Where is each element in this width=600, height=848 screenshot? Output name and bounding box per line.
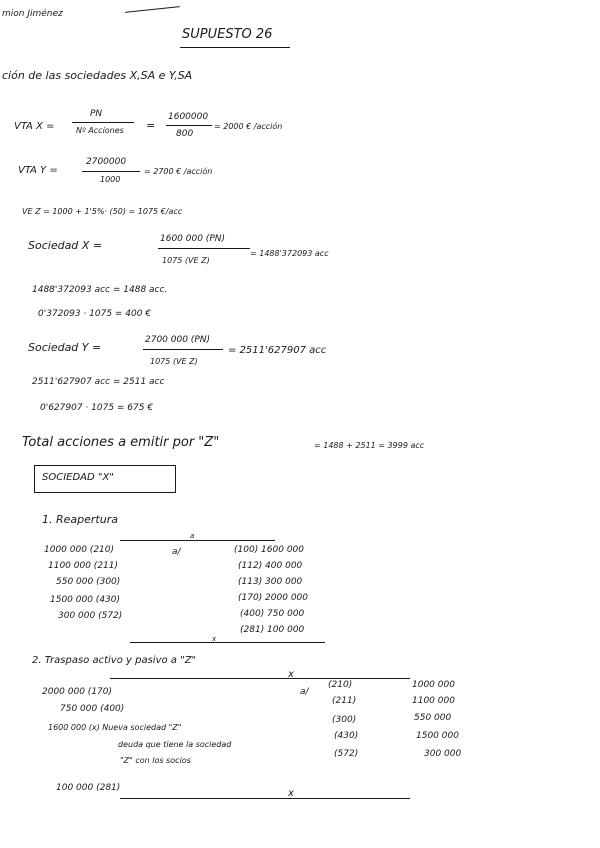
fraction-bar [143, 349, 223, 350]
s1-debit-2: 550 000 (300) [56, 577, 121, 587]
x-line-2: 0'372093 · 1075 = 400 € [38, 309, 152, 319]
s1-credit-4: (400) 750 000 [240, 609, 305, 619]
journal-bottom-line [130, 642, 325, 643]
sociedad-x-num: 1600 000 (PN) [160, 234, 225, 244]
vta-y-num: 2700000 [86, 157, 127, 167]
s2-debit-1: 750 000 (400) [60, 704, 125, 714]
total-calc: = 1488 + 2511 = 3999 acc [314, 441, 425, 450]
s1-credit-5: (281) 100 000 [240, 625, 305, 635]
s2-credit-amt-1: 1100 000 [412, 696, 455, 706]
sociedad-y-den: 1075 (VE Z) [150, 357, 198, 366]
vta-x-result: = 2000 € /acción [214, 122, 283, 131]
fraction-bar [72, 122, 134, 123]
journal-top-line [120, 540, 275, 541]
page-title: SUPUESTO 26 [182, 27, 273, 42]
s2-credit-acc-2: (300) [332, 715, 357, 725]
s1-credit-2: (113) 300 000 [238, 577, 303, 587]
sociedad-y-result: = 2511'627907 acc [228, 345, 327, 356]
s2-credit-acc-4: (572) [334, 749, 359, 759]
s2-credit-amt-2: 550 000 [414, 713, 452, 723]
vta-x-den2: 800 [176, 129, 194, 139]
header-scribble [125, 6, 180, 13]
vta-y-den: 1000 [100, 175, 121, 184]
sociedad-y-num: 2700 000 (PN) [145, 335, 210, 345]
fraction-bar [158, 248, 250, 249]
author-name: mion Jiménez [2, 9, 63, 19]
journal-x-mark: x [212, 635, 217, 643]
s2-credit-acc-3: (430) [334, 731, 359, 741]
s2-credit-acc-1: (211) [332, 696, 357, 706]
s1-debit-3: 1500 000 (430) [50, 595, 121, 605]
sociedad-y-label: Sociedad Y = [28, 341, 102, 354]
vta-x-num: PN [90, 109, 103, 119]
s2-credit-acc-0: (210) [328, 680, 353, 690]
y-line-2: 0'627907 · 1075 = 675 € [40, 403, 154, 413]
s2-credit-amt-4: 300 000 [424, 749, 462, 759]
s2-last-debit: 100 000 (281) [56, 783, 121, 793]
total-label: Total acciones a emitir por "Z" [22, 435, 220, 450]
equals: = [146, 119, 156, 132]
fraction-bar [82, 171, 140, 172]
x-line-1: 1488'372093 acc = 1488 acc. [32, 285, 168, 295]
vta-y-label: VTA Y = [18, 165, 58, 176]
journal-x-mark-3: x [288, 788, 294, 799]
sociedad-x-heading: SOCIEDAD "X" [42, 472, 114, 483]
s2-debit-2: 1600 000 (x) Nueva sociedad "Z" [48, 723, 182, 732]
vta-x-den: Nº Acciones [76, 126, 124, 135]
section-2-title: 2. Traspaso activo y pasivo a "Z" [32, 655, 197, 666]
section-1-title: 1. Reapertura [42, 513, 118, 526]
ve-z-line: VE Z = 1000 + 1'5%· (50) = 1075 €/acc [22, 207, 183, 216]
sociedad-x-den: 1075 (VE Z) [162, 256, 210, 265]
journal-x-mark-2: x [288, 669, 294, 680]
s2-note-2: "Z" con los socios [120, 756, 191, 765]
s2-note-1: deuda que tiene la sociedad [118, 740, 232, 749]
y-line-1: 2511'627907 acc = 2511 acc [32, 377, 165, 387]
journal-bottom-line-2 [120, 798, 410, 799]
sociedad-x-label: Sociedad X = [28, 239, 103, 252]
vta-x-num2: 1600000 [168, 112, 209, 122]
journal-top-line-2 [110, 678, 410, 679]
s2-credit-amt-3: 1500 000 [416, 731, 459, 741]
sociedad-x-result: = 1488'372093 acc [250, 249, 329, 258]
s1-credit-sep: a/ [172, 547, 181, 557]
s2-credit-amt-0: 1000 000 [412, 680, 455, 690]
s2-debit-0: 2000 000 (170) [42, 687, 113, 697]
s1-credit-1: (112) 400 000 [238, 561, 303, 571]
s1-debit-4: 300 000 (572) [58, 611, 123, 621]
s2-credit-sep: a/ [300, 687, 309, 697]
s1-credit-0: (100) 1600 000 [234, 545, 305, 555]
title-underline [180, 47, 290, 48]
s1-debit-1: 1100 000 (211) [48, 561, 119, 571]
fraction-bar [166, 125, 212, 126]
vta-y-result: = 2700 € /acción [144, 167, 213, 176]
intro-text: ción de las sociedades X,SA e Y,SA [2, 69, 193, 82]
s1-debit-0: 1000 000 (210) [44, 545, 115, 555]
vta-x-label: VTA X = [14, 121, 55, 132]
journal-a-mark: a [190, 532, 195, 540]
s1-credit-3: (170) 2000 000 [238, 593, 309, 603]
